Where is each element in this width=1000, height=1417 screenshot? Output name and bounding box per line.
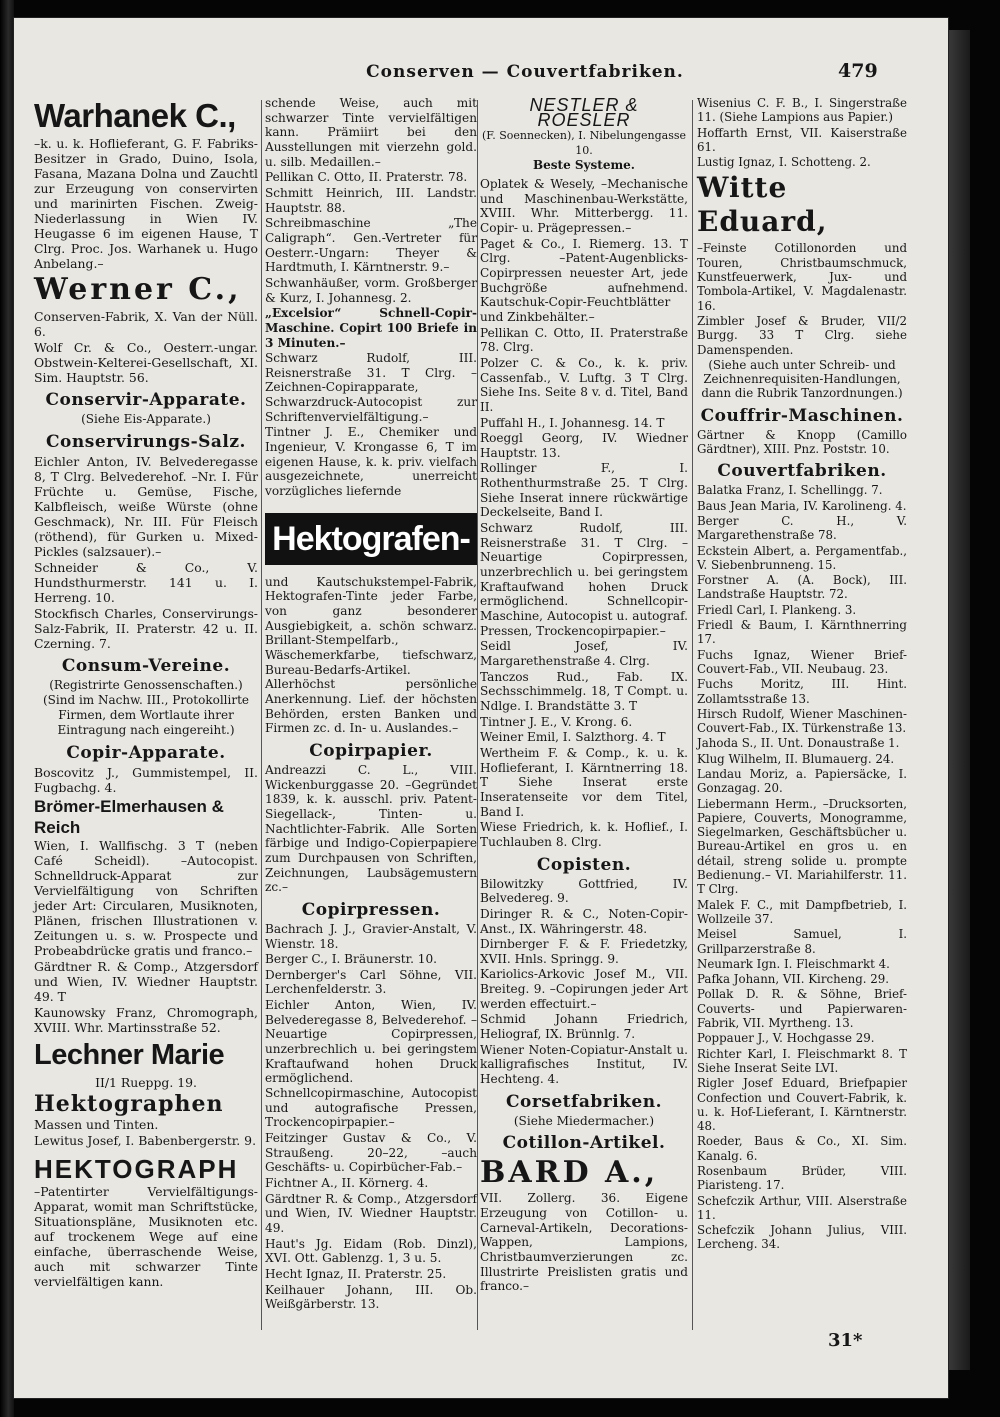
entry-puffahl: Puffahl H., I. Johannesg. 14. T bbox=[480, 415, 665, 430]
column-3 bbox=[480, 96, 688, 1295]
signature-mark: 31* bbox=[828, 1330, 863, 1351]
entry-landau: Landau Moriz, a. Papiersäcke, I. Gonzagag. 20. bbox=[697, 766, 907, 796]
entry-excelsior: „Excelsior“ Schnell-Copir-Maschine. Copirt 100 Briefe in 3 Minuten.– bbox=[265, 306, 477, 350]
entry-eckstein: Eckstein Albert, a. Pergamentfab., V. Siebenbrunneng. 15. bbox=[697, 543, 907, 572]
entry-wiener: Wiener Noten-Copiatur-Anstalt u. kalligrafisches Institut, IV. Hechteng. 4. bbox=[480, 1042, 688, 1087]
entry-roeggl: Roeggl Georg, IV. Wiedner Hauptstr. 13. bbox=[480, 431, 688, 460]
entry-feitzinger: Feitzinger Gustav & Co., V. Straußeng. 20–22, –auch Geschäfts- u. Copirbücher-Fab.– bbox=[265, 1131, 477, 1175]
entry-richter: Richter Karl, I. Fleischmarkt 8. T Siehe Inserat Seite LVI. bbox=[697, 1046, 907, 1075]
entry-bilowitzky: Bilowitzky Gottfried, IV. Belvedereg. 9. bbox=[480, 876, 688, 906]
entry-gaertner: Gärtner & Knopp (Camillo Gärdtner), XIII. Pnz. Poststr. 10. bbox=[697, 427, 907, 457]
entry-lewitus: Lewitus Josef, I. Babenbergerstr. 9. bbox=[34, 1133, 257, 1148]
entry-nestler-address: (F. Soennecken), I. Nibelungengasse 10. bbox=[481, 129, 686, 157]
entry-name-werner: Werner C., bbox=[34, 272, 242, 307]
category-heading: Copirpapier. bbox=[309, 740, 433, 761]
entry-tintner: Tintner J. E., Chemiker und Ingenieur, V. Krongasse 6, T im eigenen Hause, k. k. priv. vielfach ausgezeichnete, unerreicht vorzügliches liefernde bbox=[265, 425, 477, 499]
category-heading: Copir-Apparate. bbox=[66, 743, 226, 763]
category-note: (Siehe Miedermacher.) bbox=[513, 1113, 655, 1128]
entry-werner: Conserven-Fabrik, X. Van der Nüll. 6. bbox=[34, 309, 258, 339]
entry-polzer: Polzer C. & Co., k. k. priv. Cassenfab., V. Luftg. 3 T Clrg. Siehe Ins. Seite 8 v. d. Titel, Band II. bbox=[480, 355, 688, 414]
entry-name-nestler: NESTLER & ROESLER bbox=[529, 95, 639, 130]
category-note: (Registrirte Genossenschaften.) (Sind im Nachw. III., Protokollirte Firmen, dem Wortlaute ihrer Eintragung nach eingereiht.) bbox=[43, 678, 249, 737]
entry-meisel: Meisel Samuel, I. Grillparzerstraße 8. bbox=[697, 927, 907, 956]
entry-andreazzi: Andreazzi C. L., VIII. Wickenburggasse 20. –Gegründet 1839, k. k. ausschl. priv. Patent-Siegellack-, Tinten- u. Nachtlichter-Fabrik. Alle Sorten färbige und Indigo-Copierpapiere zum Durchpausen von Schriften, Zeichnungen, Laubsägemustern zc.– bbox=[265, 762, 477, 895]
entry-pafka: Pafka Johann, VII. Kircheng. 29. bbox=[697, 972, 890, 987]
entry-jahoda: Jahoda S., II. Unt. Donaustraße 1. bbox=[697, 736, 900, 751]
entry-wertheim: Wertheim F. & Comp., k. u. k. Hoflieferant, I. Kärntnerring 18. T Siehe Inserat erste Inseratenseite vor dem Titel, Band I. bbox=[480, 745, 688, 819]
entry-eichler: Eichler Anton, IV. Belvederegasse 8, T Clrg. Belvederehof. –Nr. I. Für Früchte u. Gemüse, Fische, Kalbfleisch, weiße Würste (ohne Geschmack), Nr. III. Für Fleisch (röthend), für Gurken u. Mixed-Pickles (salzsauer).– bbox=[34, 454, 258, 559]
entry-hoffarth: Hoffarth Ernst, VII. Kaiserstraße 61. bbox=[697, 125, 907, 154]
entry-haut: Haut's Jg. Eidam (Rob. Dinzl), XVI. Ott. Gablenzg. 1, 3 u. 5. bbox=[265, 1236, 477, 1266]
category-heading: Copisten. bbox=[536, 854, 632, 875]
entry-hektografen: und Kautschukstempel-Fabrik, Hektografen-Tinte jeder Farbe, von ganz besonderer Ausgiebigkeit, a. schön schwarz. Brillant-Stempelfarb., Wäschemerkfarbe, tiefschwarz, Bureau-Bedarfs-Artikel. Allerhöchst persönliche Anerkennung. Lief. der höchsten Behörden, ersten Banken und Firmen zc. d. In- u. Auslandes.– bbox=[265, 574, 477, 736]
entry-poppauer: Poppauer J., V. Hochgasse 29. bbox=[697, 1031, 875, 1046]
entry-lustig: Lustig Ignaz, I. Schotteng. 2. bbox=[697, 155, 871, 170]
entry-fichtner: Fichtner A., II. Körnerg. 4. bbox=[265, 1176, 429, 1190]
entry-boscovitz: Boscovitz J., Gummistempel, II. Fugbachg. 4. bbox=[34, 765, 258, 795]
entry-bachrach: Bachrach J. J., Gravier-Anstalt, V. Wienstr. 18. bbox=[265, 921, 477, 951]
entry-name-hektographen: Hektographen bbox=[34, 1091, 224, 1117]
entry-klug: Klug Wilhelm, II. Blumauerg. 24. bbox=[697, 751, 895, 766]
entry-stockfisch: Stockfisch Charles, Conservirungs-Salz-Fabrik, II. Praterstr. 42 u. II. Czerning. 7. bbox=[34, 606, 258, 651]
category-heading: Conservirungs-Salz. bbox=[46, 432, 246, 452]
book-spine bbox=[0, 0, 14, 1417]
entry-oplatek: Oplatek & Wesely, –Mechanische und Maschinenbau-Werkstätte, XVIII. Whr. Mitterbergg. 11. Copir- u. Prägepressen.– bbox=[480, 177, 688, 235]
category-heading: Couvertfabriken. bbox=[717, 461, 887, 482]
entry-name-witte: Witte Eduard, bbox=[697, 171, 828, 239]
entry-tanczos: Tanczos Rud., Fab. IX. Sechsschimmelg. 18, T Compt. u. Ndlge. I. Brandstätte 3. T bbox=[480, 669, 688, 713]
entry-friedl-baum: Friedl & Baum, I. Kärnthnerring 17. bbox=[697, 618, 907, 647]
entry-baus: Baus Jean Maria, IV. Karolineng. 4. bbox=[697, 498, 907, 513]
entry-pollak: Pollak D. R. & Söhne, Brief-Couverts- und Papierwaren-Fabrik, VII. Myrtheng. 13. bbox=[697, 987, 907, 1031]
page-edge bbox=[948, 30, 970, 1370]
entry-friedl: Friedl Carl, I. Plankeng. 3. bbox=[697, 602, 857, 617]
entry-rollinger: Rollinger F., I. Rothenthurmstraße 25. T Clrg. Siehe Inserat innere rückwärtige Deckelseite, Band I. bbox=[480, 461, 688, 520]
column-rule bbox=[692, 100, 693, 1330]
entry-tintner: Tintner J. E., V. Krong. 6. bbox=[480, 714, 633, 729]
entry-pellikan: Pellikan C. Otto, II. Praterstr. 78. bbox=[265, 170, 468, 185]
entry-schneider: Schneider & Co., V. Hundsthurmerstr. 141 u. I. Herreng. 10. bbox=[34, 560, 258, 605]
entry-name-hektograph: HEKTOGRAPH bbox=[34, 1154, 239, 1184]
column-rule bbox=[261, 100, 262, 1330]
entry-balatka: Balatka Franz, I. Schellingg. 7. bbox=[697, 483, 883, 498]
column-4 bbox=[697, 96, 907, 1253]
entry-schwanhaeusser: Schwanhäußer, vorm. Großberger & Kurz, I. Johannesg. 2. bbox=[265, 275, 477, 305]
entry-lechner: II/1 Rueppg. 19. bbox=[95, 1075, 197, 1090]
category-heading: Consum-Vereine. bbox=[61, 656, 231, 676]
entry-malek: Malek F. C., mit Dampfbetrieb, I. Wollzeile 37. bbox=[697, 897, 907, 926]
entry-continued: schende Weise, auch mit schwarzer Tinte vervielfältigen kann. Prämiirt bei den Ausstellungen mit vierzehn gold. u. silb. Medaillen.– bbox=[265, 96, 477, 169]
entry-gaerdtner: Gärdtner R. & Comp., Atzgersdorf und Wien, IV. Wiedner Hauptstr. 49. T bbox=[34, 959, 258, 1004]
page-header: Conserven — Couvertfabriken. bbox=[366, 62, 684, 82]
page-number: 479 bbox=[838, 60, 878, 82]
entry-name-warhanek: Warhanek C., bbox=[34, 97, 236, 134]
entry-forstner: Forstner A. (A. Bock), III. Landstraße Hauptstr. 72. bbox=[697, 573, 907, 602]
entry-wisenius: Wisenius C. F. B., I. Singerstraße 11. (Siehe Lampions aus Papier.) bbox=[697, 96, 907, 125]
entry-schwarz: Schwarz Rudolf, III. Reisnerstraße 31. T Clrg. –Neuartige Copirpressen, unzerbrechlich u. bei geringstem Kraftaufwand hohen Druck ermöglichend. Schnellcopir-Maschine, Autocopist u. autograf. Pressen, Trockencopirpapier.– bbox=[480, 521, 688, 638]
entry-pellikan: Pellikan C. Otto, II. Praterstraße 78. Clrg. bbox=[480, 325, 688, 355]
entry-wolf: Wolf Cr. & Co., Oesterr.-ungar. Obstwein-Kelterei-Gesellschaft, XI. Sim. Hauptstr. 56. bbox=[34, 340, 258, 385]
entry-name-bard: BARD A., bbox=[480, 1155, 659, 1191]
hektografen-banner: Hektografen- bbox=[265, 513, 477, 565]
column-2 bbox=[265, 96, 477, 1313]
entry-roeder: Roeder, Baus & Co., XI. Sim. Kanalg. 6. bbox=[697, 1134, 907, 1163]
category-note: (Siehe Eis-Apparate.) bbox=[81, 412, 211, 426]
entry-schwarz: Schwarz Rudolf, III. Reisnerstraße 31. T Clrg. –Zeichnen-Copirapparate, Schwarzdruck-Autocopist zur Schriftenvervielfältigung.– bbox=[265, 351, 477, 424]
column-1 bbox=[34, 96, 258, 1290]
entry-hecht: Hecht Ignaz, II. Praterstr. 25. bbox=[265, 1266, 447, 1281]
entry-rigler: Rigler Josef Eduard, Briefpapier Confection und Couvert-Fabrik, k. u. k. Hof-Lieferant, I. Kärntnerstr. 48. bbox=[697, 1076, 907, 1134]
entry-rosenbaum: Rosenbaum Brüder, VIII. Piaristeng. 17. bbox=[697, 1164, 907, 1193]
entry-name-broemer: Brömer-Elmerhausen & Reich bbox=[34, 797, 224, 837]
entry-eichler: Eichler Anton, Wien, IV. Belvederegasse 8, Belvederehof. –Neuartige Copirpressen, unzerbrechlich u. bei geringstem Kraftaufwand hohen Druck ermöglichend. Schnellcopirmaschine, Autocopist und autografische Pressen, Trockencopirpapier.– bbox=[265, 998, 477, 1130]
entry-schreibmaschine: Schreibmaschine „The Caligraph“. Gen.-Vertreter für Oesterr.-Ungarn: Theyer & Hardtmuth, I. Kärntnerstr. 9.– bbox=[265, 216, 477, 275]
entry-warhanek: –k. u. k. Hoflieferant, G. F. Fabriks-Besitzer in Grado, Duino, Isola, Fasana, Mazana Dolna und Zauchtl zur Erzeugung von conservirten und marinirten Fischen. Zweig-Niederlassung in Wien IV. Heugasse 6 im eigenen Hause, T Clrg. Proc. Jos. Warhanek u. Hugo Anbelang.– bbox=[34, 136, 258, 271]
entry-neumark: Neumark Ign. I. Fleischmarkt 4. bbox=[697, 956, 890, 971]
entry-hektograph: –Patentirter Vervielfältigungs-Apparat, womit man Schriftstücke, Situationspläne, Musiknoten etc. auf trockenem Wege auf eine einfache, überraschende Weise, auch mit schwarzer Tinte vervielfältigen kann. bbox=[34, 1184, 258, 1289]
entry-kaunowsky: Kaunowsky Franz, Chromograph, XVIII. Whr. Martinsstraße 52. bbox=[34, 1005, 258, 1035]
category-heading: Corsetfabriken. bbox=[505, 1091, 663, 1112]
category-heading: Conservir-Apparate. bbox=[45, 390, 247, 410]
entry-berger: Berger C., I. Bräunerstr. 10. bbox=[265, 952, 438, 967]
entry-dernberger: Dernberger's Carl Söhne, VII. Lerchenfelderstr. 3. bbox=[265, 967, 477, 997]
entry-zimbler: Zimbler Josef & Bruder, VII/2 Burgg. 33 T Clrg. siehe Damenspenden. bbox=[697, 313, 907, 357]
entry-gaerdtner: Gärdtner R. & Comp., Atzgersdorf und Wien, IV. Wiedner Hauptstr. 49. bbox=[265, 1191, 477, 1235]
category-note: (Siehe auch unter Schreib- und Zeichnenrequisiten-Handlungen, dann die Rubrik Tanzordnungen.) bbox=[701, 357, 903, 401]
entry-witte: –Feinste Cotillonorden und Touren, Christbaumschmuck, Kunstfeuerwerk, Jux- und Tombola-Artikel, V. Magdalenastr. 16. bbox=[697, 241, 907, 313]
category-heading: Cotillon-Artikel. bbox=[502, 1133, 666, 1154]
entry-weiner: Weiner Emil, I. Salzthorg. 4. T bbox=[480, 730, 666, 745]
entry-schefczik: Schefczik Arthur, VIII. Alserstraße 11. bbox=[697, 1193, 907, 1222]
entry-diringer: Diringer R. & C., Noten-Copir-Anst., IX. Währingerstr. 48. bbox=[480, 906, 688, 936]
entry-fuchs: Fuchs Ignaz, Wiener Brief-Couvert-Fab., VII. Neubaug. 23. bbox=[697, 647, 907, 676]
category-heading: Copirpressen. bbox=[301, 899, 441, 920]
entry-keilhauer: Keilhauer Johann, III. Ob. Weißgärberstr. 13. bbox=[265, 1282, 477, 1312]
entry-berger: Berger C. H., V. Margarethenstraße 78. bbox=[697, 513, 907, 543]
entry-schmitt: Schmitt Heinrich, III. Landstr. Hauptstr. 88. bbox=[265, 185, 477, 215]
entry-paget: Paget & Co., I. Riemerg. 13. T Clrg. –Patent-Augenblicks-Copirpressen neuester Art, jede Buchgröße aufnehmend. Kautschuk-Copir-Feuchtblätter und Zinkbehälter.– bbox=[480, 236, 688, 324]
entry-seidl: Seidl Josef, IV. Margarethenstraße 4. Clrg. bbox=[480, 639, 688, 668]
entry-nestler-slogan: Beste Systeme. bbox=[533, 158, 635, 172]
entry-broemer: Wien, I. Wallfischg. 3 T (neben Café Scheidl). –Autocopist. Schnelldruck-Apparat zur Vervielfältigung von Schriften jeder Art: Circularen, Musiknoten, Plänen, frischen Illustrationen v. Zeitungen u. s. w. Prospecte und Probeabdrücke gratis und franco.– bbox=[34, 838, 258, 958]
entry-schmid: Schmid Johann Friedrich, Heliograf, IX. Brünnlg. 7. bbox=[480, 1012, 688, 1042]
entry-kariolics: Kariolics-Arkovic Josef M., VII. Breiteg. 9. –Copirungen jeder Art werden effectuirt.– bbox=[480, 967, 688, 1011]
column-rule bbox=[477, 100, 478, 1330]
entry-schefczik-johann: Schefczik Johann Julius, VIII. Lercheng. 34. bbox=[697, 1223, 907, 1252]
entry-hektographen: Massen und Tinten. bbox=[34, 1117, 159, 1132]
entry-dirnberger: Dirnberger F. & F. Friedetzky, XVII. Hnls. Springg. 9. bbox=[480, 937, 688, 966]
entry-fuchs-moritz: Fuchs Moritz, III. Hint. Zollamtsstraße 13. bbox=[697, 677, 907, 706]
entry-hirsch: Hirsch Rudolf, Wiener Maschinen-Couvert-Fab., IX. Türkenstraße 13. bbox=[697, 706, 907, 736]
entry-liebermann: Liebermann Herm., –Drucksorten, Papiere, Couverts, Monogramme, Siegelmarken, Geschäftsbücher u. Bureau-Artikel en gros u. en détail, streng solide u. prompte Bedienung.– VI. Mariahilferstr. 11. T Clrg. bbox=[697, 796, 907, 897]
entry-name-lechner: Lechner Marie bbox=[34, 1039, 225, 1071]
entry-bard: VII. Zollerg. 36. Eigene Erzeugung von Cotillon- u. Carneval-Artikeln, Decorations-Wappen, Lampions, Christbaumverzierungen zc. Illustrirte Preislisten gratis und franco.– bbox=[480, 1191, 688, 1294]
entry-wiese: Wiese Friedrich, k. k. Hoflief., I. Tuchlauben 8. Clrg. bbox=[480, 820, 688, 849]
category-heading: Couffrir-Maschinen. bbox=[700, 405, 904, 426]
